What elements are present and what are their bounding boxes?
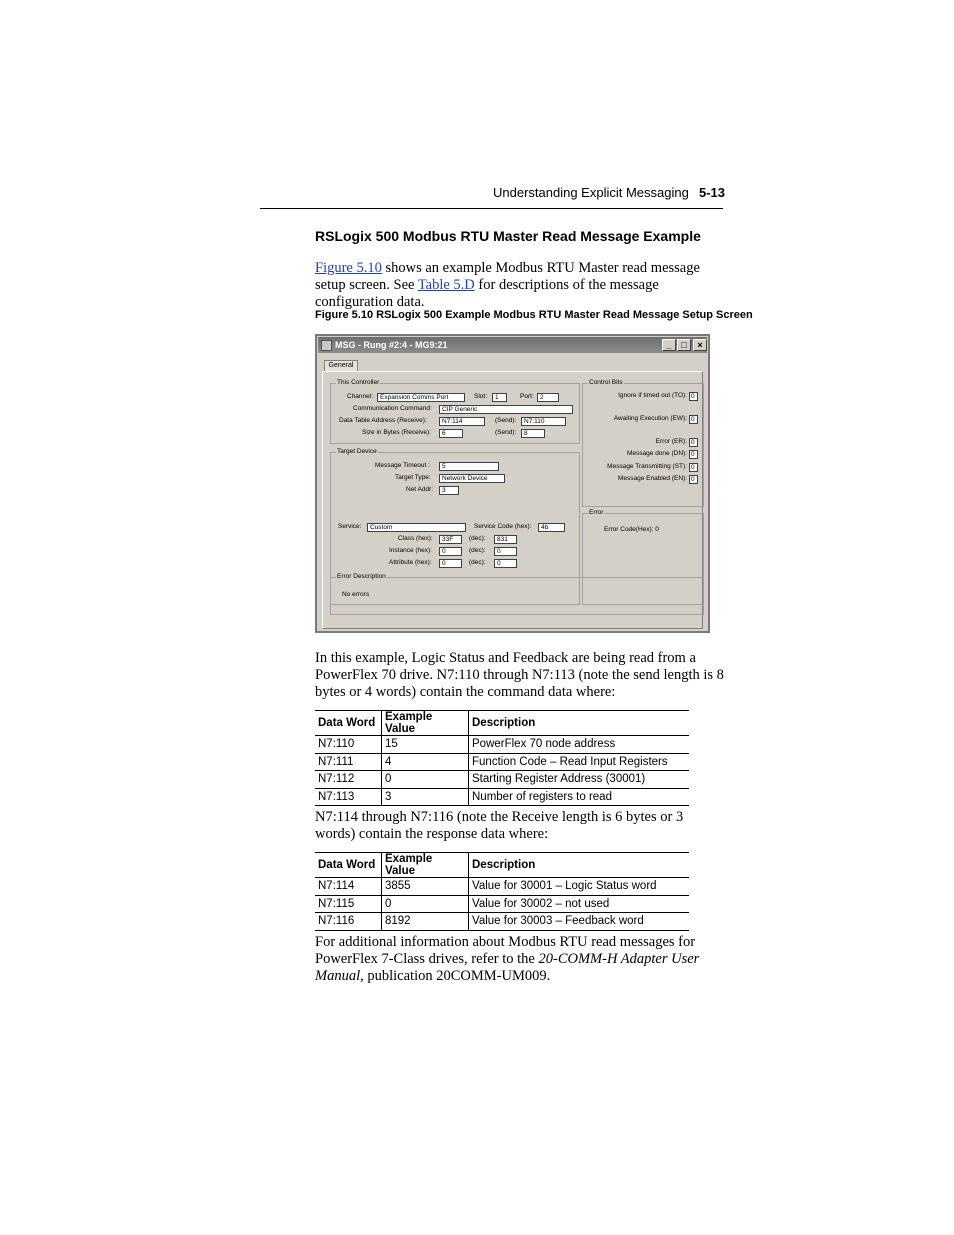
this-controller-label: This Controller (337, 379, 380, 386)
table-cell: Function Code – Read Input Registers (469, 753, 690, 771)
channel-label: Channel: (347, 393, 374, 400)
channel-field[interactable]: Expansion Comms Port (377, 393, 465, 402)
error-group-label: Error (589, 509, 604, 516)
control-bits-label: Control Bits (589, 379, 623, 386)
receive-size-field[interactable]: 6 (439, 429, 463, 438)
send-address-label: (Send): (495, 417, 517, 424)
table-cell: 8192 (382, 913, 469, 931)
close-button[interactable]: × (693, 339, 707, 351)
intro-text-1: shows an example Modbus RTU Master read message setup screen. See (315, 260, 700, 293)
intro-text-2: for descriptions of the message configuration data. (315, 277, 659, 310)
table-cell: N7:115 (315, 895, 382, 913)
error-code-text: Error Code(Hex): 0 (604, 526, 659, 533)
table-cell: N7:110 (315, 736, 382, 754)
instance-dec-label: (dec): (469, 547, 486, 554)
send-size-field[interactable]: 8 (521, 429, 545, 438)
service-field[interactable]: Custom (367, 523, 466, 532)
attribute-dec-label: (dec): (469, 559, 486, 566)
table-cell: 4 (382, 753, 469, 771)
message-enabled-bit[interactable]: 0 (689, 475, 698, 484)
table-cell: 15 (382, 736, 469, 754)
message-timeout-field[interactable]: 5 (439, 462, 499, 471)
awaiting-execution-label: Awaiting Execution (EW): (613, 415, 687, 422)
awaiting-execution-bit[interactable]: 0 (689, 415, 698, 424)
ignore-timed-out-bit[interactable]: 0 (689, 392, 698, 401)
class-dec-field[interactable]: 831 (494, 535, 517, 544)
table-cell: 3855 (382, 878, 469, 896)
table-header-row (315, 853, 689, 878)
message-transmitting-bit[interactable]: 0 (689, 463, 698, 472)
para4-text-1: For additional information about Modbus RTU read messages for PowerFlex 7-Class drives, refer to the (315, 934, 696, 967)
instance-hex-field[interactable]: 0 (439, 547, 462, 556)
command-data-table (315, 710, 689, 806)
table-cell: Value for 30002 – not used (469, 895, 690, 913)
page-number: 5-13 (699, 185, 726, 200)
error-bit[interactable]: 0 (689, 438, 698, 447)
message-timeout-label: Message Timeout : (375, 462, 430, 469)
table-cell: 0 (382, 771, 469, 789)
ignore-timed-out-label: Ignore if timed out (TO): (618, 392, 687, 399)
target-type-label: Target Type: (395, 474, 431, 481)
table-cell: Starting Register Address (30001) (469, 771, 690, 789)
port-field[interactable]: 2 (537, 393, 559, 402)
table-row (315, 895, 689, 913)
error-description-label: Error Description (337, 573, 386, 580)
response-data-table (315, 852, 689, 931)
table-cell: N7:111 (315, 753, 382, 771)
table-link[interactable]: Table 5.D (417, 277, 475, 293)
service-code-label: Service Code (hex): (474, 523, 532, 530)
column-header: Description (469, 853, 690, 878)
manual-title: 20-COMM-H Adapter User Manual (315, 951, 700, 984)
figure-link[interactable]: Figure 5.10 (315, 260, 382, 276)
table-cell: N7:113 (315, 788, 382, 806)
error-bit-label: Error (ER): (655, 438, 687, 445)
table-row (315, 771, 689, 789)
running-header-title: Understanding Explicit Messaging (493, 185, 689, 200)
column-header: Data Word (315, 711, 382, 736)
net-addr-label: Net Addr: (406, 486, 434, 493)
receive-address-field[interactable]: N7:114 (439, 417, 485, 426)
dialog-title: MSG - Rung #2:4 - MG9:21 (335, 340, 448, 350)
class-dec-label: (dec): (469, 535, 486, 542)
table-cell: Value for 30003 – Feedback word (469, 913, 690, 931)
paragraph-3: N7:114 through N7:116 (note the Receive length is 6 bytes or 3 words) contain the response data where: (315, 809, 684, 842)
table-cell: 0 (382, 895, 469, 913)
instance-dec-field[interactable]: 0 (494, 547, 517, 556)
app-icon (321, 340, 332, 351)
message-enabled-label: Message Enabled (EN): (617, 475, 687, 482)
comm-command-label: Communication Command: (353, 405, 432, 412)
table-cell: N7:114 (315, 878, 382, 896)
minimize-button[interactable]: _ (662, 339, 676, 351)
message-done-bit[interactable]: 0 (689, 450, 698, 459)
port-label: Port: (520, 393, 534, 400)
table-row (315, 753, 689, 771)
para4-text-2: , publication 20COMM-UM009. (360, 968, 551, 984)
column-header: Example Value (382, 711, 469, 736)
service-label: Service: (338, 523, 362, 530)
attribute-hex-label: Attribute (hex): (389, 559, 432, 566)
size-in-bytes-label: Size in Bytes (Receive): (362, 429, 431, 436)
slot-label: Slot: (474, 393, 488, 400)
table-header-row (315, 711, 689, 736)
attribute-dec-field[interactable]: 0 (494, 559, 517, 568)
message-transmitting-label: Message Transmitting (ST): (607, 463, 687, 470)
send-size-label: (Send): (495, 429, 517, 436)
tab-general[interactable]: General (324, 360, 358, 371)
table-cell: N7:116 (315, 913, 382, 931)
column-header: Description (469, 711, 690, 736)
table-cell: Value for 30001 – Logic Status word (469, 878, 690, 896)
table-row (315, 913, 689, 931)
table-cell: Number of registers to read (469, 788, 690, 806)
table-cell: 3 (382, 788, 469, 806)
msg-dialog (315, 334, 710, 633)
data-table-address-label: Data Table Address (Receive): (339, 417, 427, 424)
target-type-field[interactable]: Network Device (439, 474, 505, 483)
figure-caption: Figure 5.10 RSLogix 500 Example Modbus RTU Master Read Message Setup Screen (315, 309, 753, 321)
message-done-label: Message done (DN): (627, 450, 687, 457)
table-cell: PowerFlex 70 node address (469, 736, 690, 754)
table-row (315, 878, 689, 896)
intro-paragraph (315, 260, 725, 311)
attribute-hex-field[interactable]: 0 (439, 559, 462, 568)
table-cell: N7:112 (315, 771, 382, 789)
header-rule (260, 208, 723, 209)
error-description-group (330, 573, 704, 615)
table-row (315, 736, 689, 754)
class-hex-label: Class (hex): (398, 535, 433, 542)
dialog-titlebar (318, 337, 707, 353)
paragraph-2: In this example, Logic Status and Feedback are being read from a PowerFlex 70 drive. N7:110 through N7:113 (note the send length is 8 bytes or 4 words) contain the command data where: (315, 650, 724, 700)
send-address-field[interactable]: N7:110 (521, 417, 566, 426)
class-hex-field[interactable]: 33F (439, 535, 462, 544)
error-description-text: No errors (342, 591, 370, 598)
maximize-button[interactable]: □ (677, 339, 691, 351)
paragraph-4 (315, 934, 725, 985)
net-addr-field[interactable]: 3 (439, 486, 459, 495)
general-tab-panel (322, 371, 703, 629)
column-header: Data Word (315, 853, 382, 878)
table-row (315, 788, 689, 806)
service-code-field[interactable]: 4b (538, 523, 565, 532)
target-device-label: Target Device (337, 448, 377, 455)
slot-field[interactable]: 1 (492, 393, 507, 402)
instance-hex-label: Instance (hex): (389, 547, 432, 554)
comm-command-field[interactable]: CIP Generic (439, 405, 573, 414)
column-header: Example Value (382, 853, 469, 878)
section-heading: RSLogix 500 Modbus RTU Master Read Message Example (315, 228, 701, 244)
